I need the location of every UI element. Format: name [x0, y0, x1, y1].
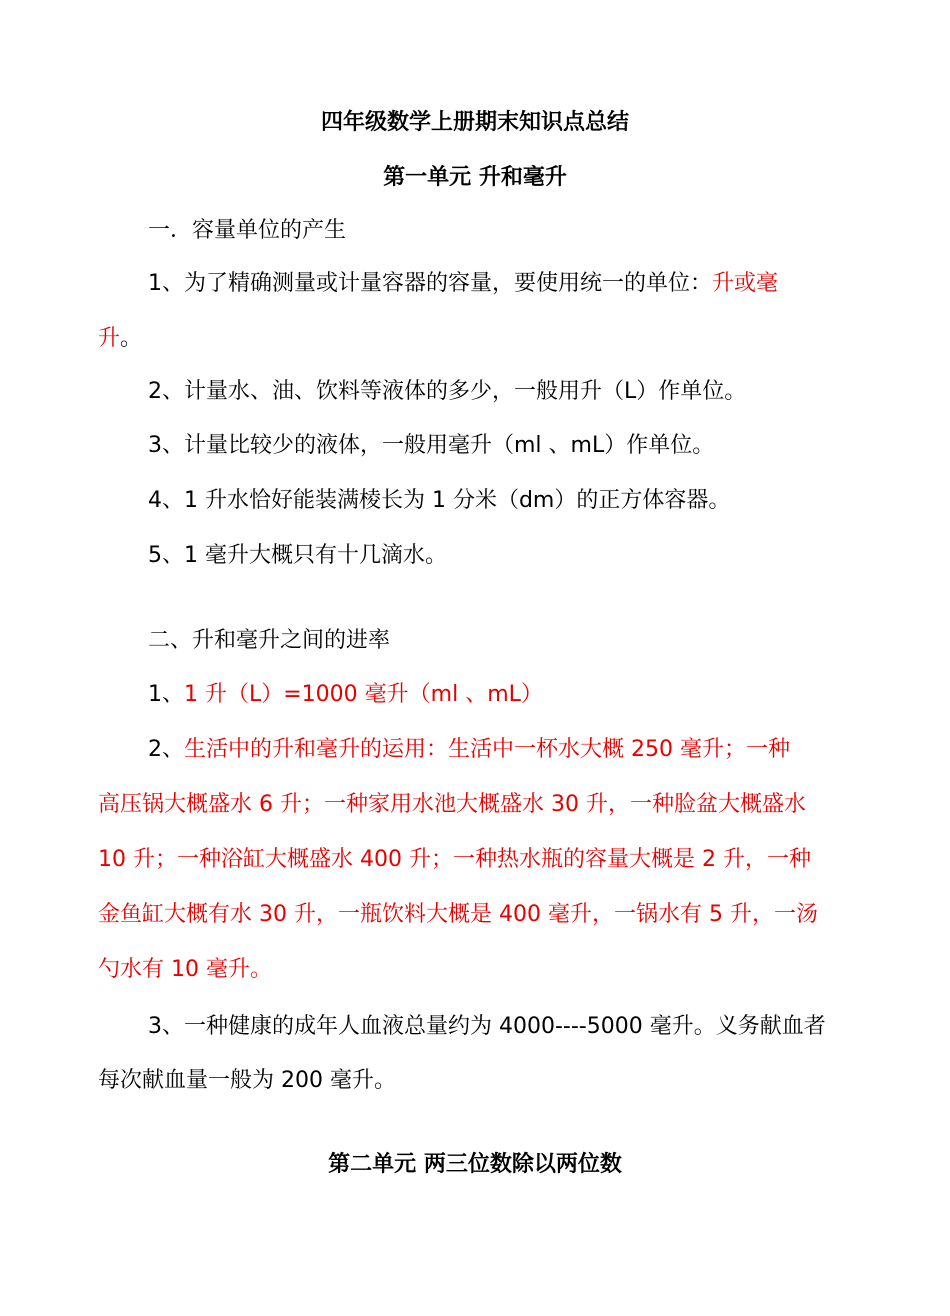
- item-number: 2、: [148, 737, 184, 762]
- section-2-item-2: [148, 735, 790, 765]
- unit-2-title: 第二单元 两三位数除以两位数: [328, 1152, 622, 1177]
- item-number: 1、: [148, 682, 184, 707]
- section-2-item-2-line-4: 金鱼缸大概有水 30 升，一瓶饮料大概是 400 毫升，一锅水有 5 升，一汤: [98, 902, 818, 927]
- unit-1-title: 第一单元 升和毫升: [383, 165, 567, 190]
- section-1-item-2: 2、计量水、油、饮料等液体的多少，一般用升（L）作单位。: [148, 379, 747, 404]
- highlighted-text: 升或毫: [712, 271, 779, 296]
- section-1-item-5: 5、1 毫升大概只有十几滴水。: [148, 543, 447, 568]
- section-1-item-1-continued: [98, 324, 142, 354]
- section-1-heading: 一．容量单位的产生: [148, 218, 347, 243]
- highlighted-text: 升: [98, 326, 121, 351]
- highlighted-text: 生活中的升和毫升的运用：生活中一杯水大概 250 毫升；一种: [184, 737, 790, 762]
- section-2-item-2-line-5: 勺水有 10 毫升。: [98, 957, 272, 982]
- highlighted-text: 1 升（L）=1000 毫升（ml 、mL）: [184, 682, 543, 707]
- section-2-item-1: [148, 680, 543, 710]
- section-1-item-4: 4、1 升水恰好能装满棱长为 1 分米（dm）的正方体容器。: [148, 488, 731, 513]
- section-2-item-3-line-2: 每次献血量一般为 200 毫升。: [98, 1068, 396, 1093]
- section-1-item-1: [148, 269, 778, 299]
- item-text: 。: [120, 326, 143, 351]
- section-2-item-2-line-2: 高压锅大概盛水 6 升；一种家用水池大概盛水 30 升，一种脸盆大概盛水: [98, 792, 806, 817]
- section-1-item-3: 3、计量比较少的液体，一般用毫升（ml 、mL）作单位。: [148, 433, 715, 458]
- item-text: 1、为了精确测量或计量容器的容量，要使用统一的单位：: [148, 271, 712, 296]
- section-2-item-3: 3、一种健康的成年人血液总量约为 4000----5000 毫升。义务献血者: [148, 1014, 826, 1039]
- section-2-item-2-line-3: 10 升；一种浴缸大概盛水 400 升；一种热水瓶的容量大概是 2 升，一种: [98, 847, 811, 872]
- document-title: 四年级数学上册期末知识点总结: [320, 110, 629, 135]
- section-2-heading: 二、升和毫升之间的进率: [148, 628, 391, 653]
